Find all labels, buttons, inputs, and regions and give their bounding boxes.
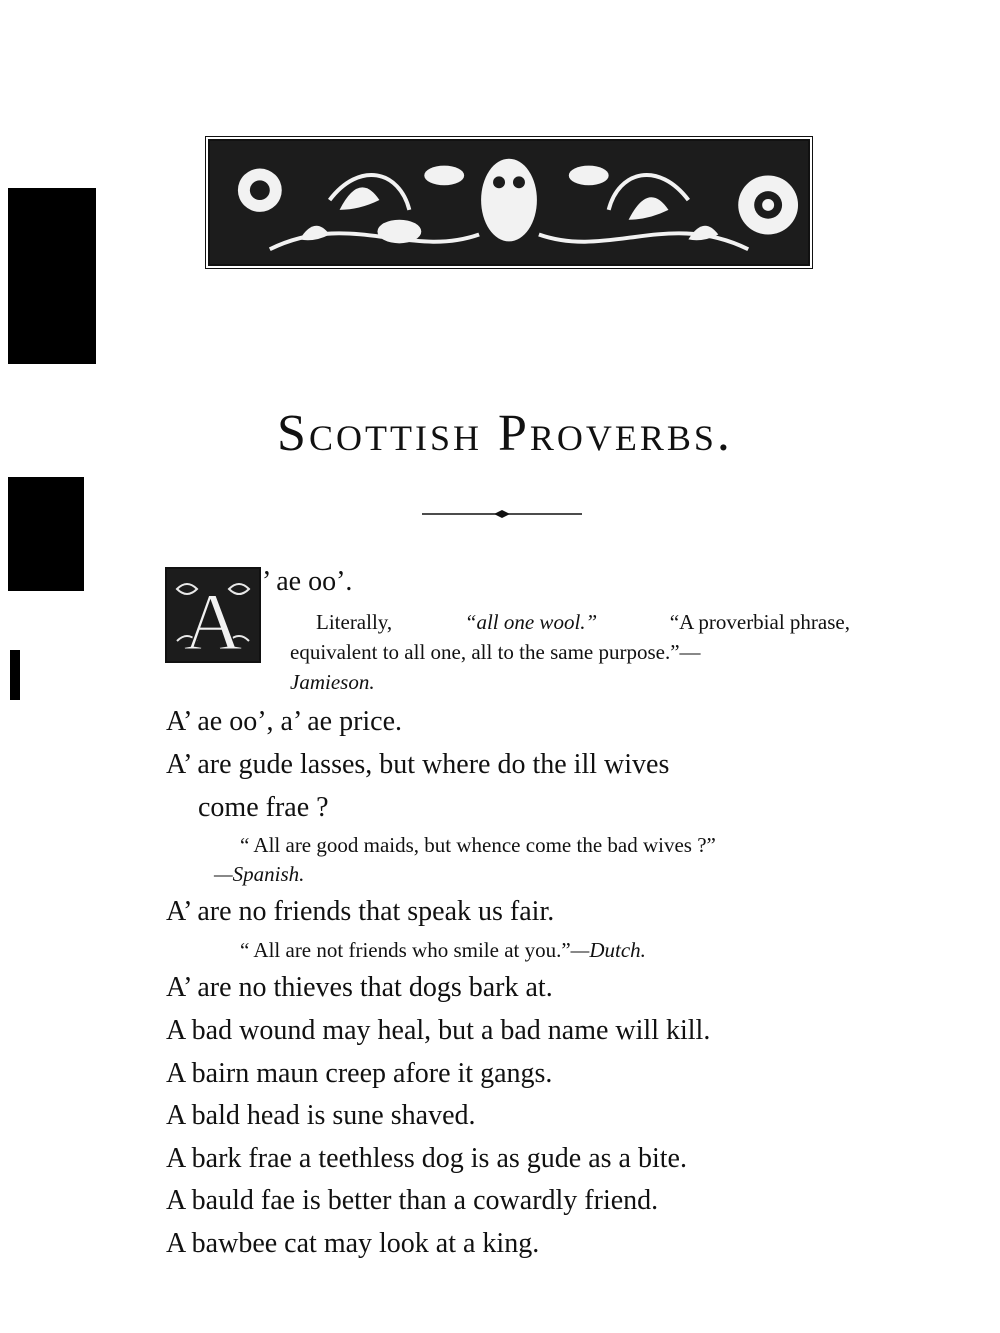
proverb-line: A’ are gude lasses, but where do the ill wives: [166, 749, 670, 780]
scan-shadow-small: [10, 650, 20, 700]
first-proverb-note-line2: equivalent to all one, all to the same purpose.”—: [290, 640, 701, 664]
proverb-line: A bawbee cat may look at a king.: [166, 1228, 540, 1259]
proverb-note: [240, 938, 646, 963]
drop-cap-letter-icon: [167, 569, 259, 661]
proverb-line: A bauld fae is better than a cowardly friend.: [166, 1185, 659, 1216]
proverb-line: A bairn maun creep afore it gangs.: [166, 1058, 553, 1089]
proverb-line: A bark frae a teethless dog is as gude as a bite.: [166, 1143, 687, 1174]
first-proverb: ’ ae oo’.: [262, 566, 353, 597]
scan-shadow-top: [8, 188, 96, 364]
floral-owl-ornament-icon: [210, 141, 808, 264]
decorated-initial: [165, 567, 261, 663]
proverb-note-source: —Dutch.: [570, 938, 646, 962]
ornamental-headpiece: [208, 139, 810, 266]
title-divider-icon: [422, 508, 582, 520]
proverb-line: A bad wound may heal, but a bad name will kill.: [166, 1015, 711, 1046]
proverb-note-source: —Spanish.: [214, 862, 305, 886]
proverb-line: A’ ae oo’, a’ ae price.: [166, 706, 403, 737]
first-proverb-note-line1: [316, 610, 850, 635]
note-literally: Literally,: [316, 610, 393, 634]
scan-shadow-middle: [8, 477, 84, 591]
proverb-line: A bald head is sune shaved.: [166, 1100, 476, 1131]
note-phrase: “A proverbial phrase,: [669, 610, 850, 634]
proverb-note: “ All are good maids, but whence come the bad wives ?”: [240, 833, 716, 857]
note-quote: “all one wool.”: [464, 610, 598, 634]
first-proverb-note-source: Jamieson.: [290, 670, 375, 694]
initial-letter: A: [183, 576, 243, 661]
proverb-line: A’ are no thieves that dogs bark at.: [166, 972, 553, 1003]
proverb-note-text: “ All are not friends who smile at you.”: [240, 938, 571, 962]
proverb-line: A’ are no friends that speak us fair.: [166, 896, 555, 927]
proverb-continuation: come frae ?: [198, 792, 329, 823]
page-title: Scottish Proverbs.: [277, 405, 733, 462]
